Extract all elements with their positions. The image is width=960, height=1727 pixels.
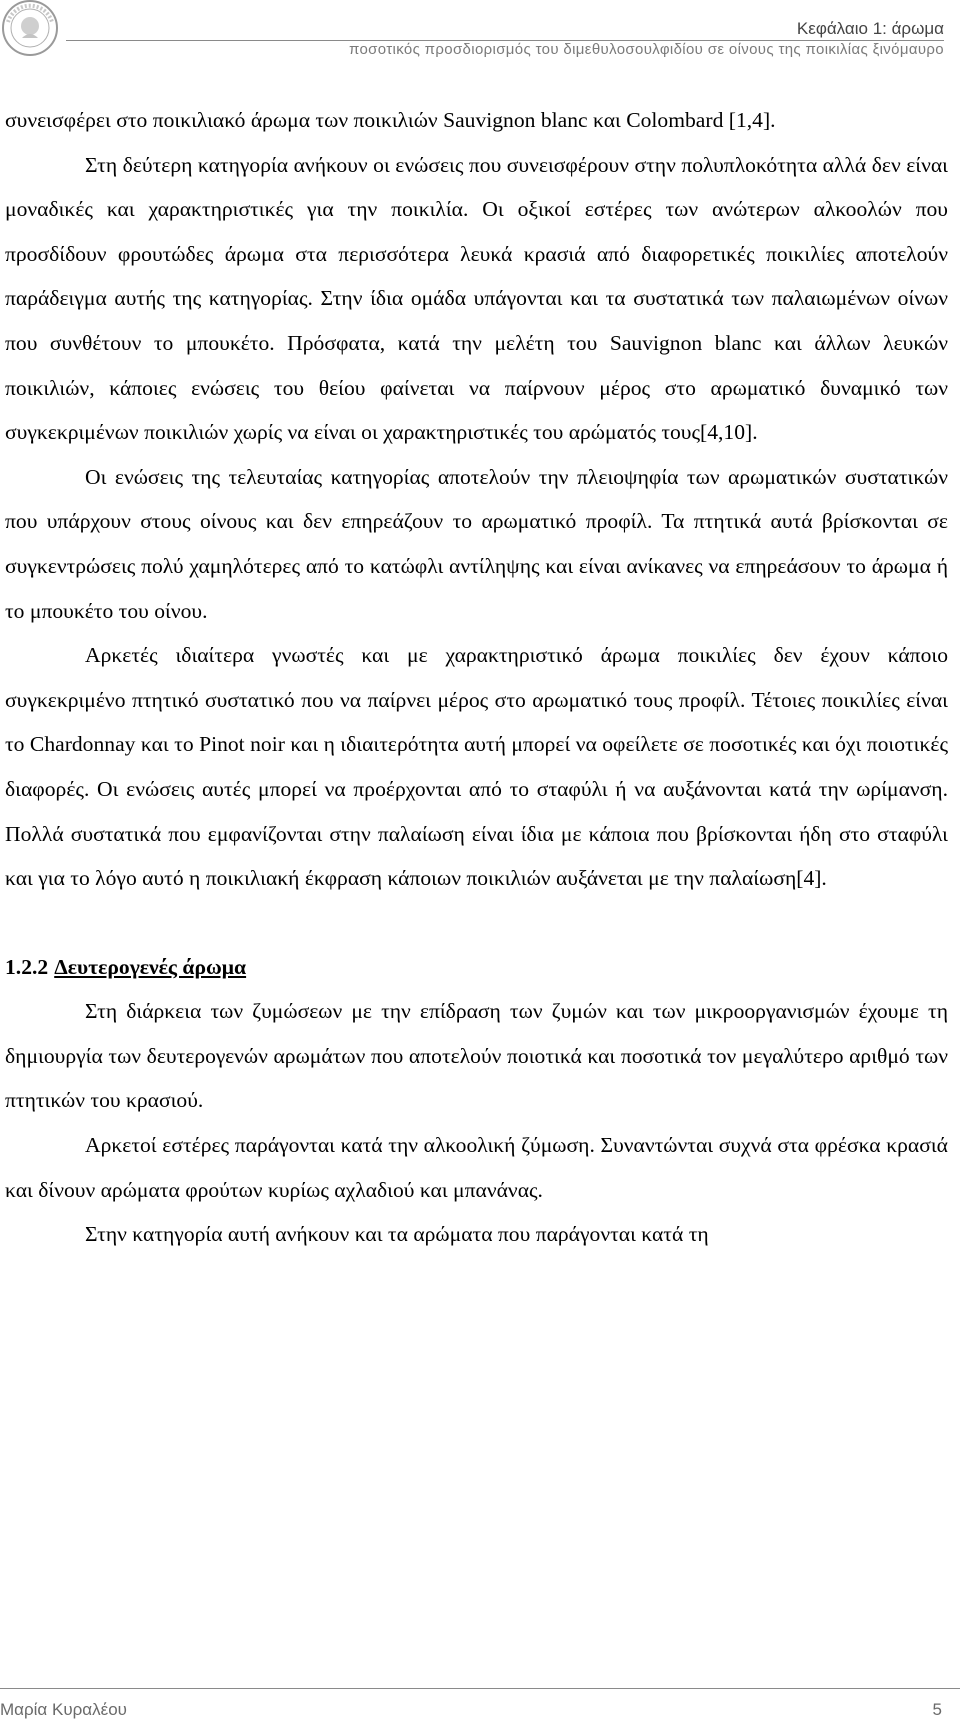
paragraph-varieties: Αρκετές ιδιαίτερα γνωστές και με χαρακτηριστικό άρωμα ποικιλίες δεν έχουν κάποιο συγκεκριμένο πτητικό συστατικό που να παίρνει μέρος στο αρωματικό τους προφίλ. Τέτοιες ποικιλίες είναι το Chardonnay και το Pinot noir και η ιδιαιτερότητα αυτή μπορεί να οφείλετε σε ποσοτικές και όχι ποιοτικές διαφορές. Οι ενώσεις αυτές μπορεί να προέρχονται από το σταφύλι ή να αυξάνονται κατά την ωρίμανση. Πολλά συστατικά που εμφανίζονται στην παλαίωση είναι ίδια με κάποια που βρίσκονται ήδη στο σταφύλι και για το λόγο αυτό η ποικιλιακή έκφραση κάποιων ποικιλιών αυξάνεται με την παλαίωση[4]. <box>5 643 948 891</box>
university-seal-logo <box>0 0 64 64</box>
page-header <box>0 0 960 64</box>
chapter-title: Κεφάλαιο 1: άρωμα <box>796 19 944 38</box>
paragraph-category-aromas: Στην κατηγορία αυτή ανήκουν και τα αρώματα που παράγονται κατά τη <box>85 1222 709 1247</box>
page-footer <box>0 1688 960 1727</box>
paragraph-continuation: συνεισφέρει στο ποικιλιακό άρωμα των ποικιλιών Sauvignon blanc και Colombard [1,4]. <box>5 108 776 132</box>
section-heading <box>5 945 948 990</box>
author-name: Μαρία Κυραλέου <box>0 1700 127 1719</box>
paragraph-fermentation: Στη διάρκεια των ζυμώσεων με την επίδραση των ζυμών και των μικροοργανισμών έχουμε τη δημιουργία των δευτερογενών αρωμάτων που αποτελούν ποιοτικά και ποσοτικά τον μεγαλύτερο αριθμό των πτητικών του κρασιού. <box>5 999 948 1113</box>
footer-divider <box>0 1688 960 1689</box>
section-number: 1.2.2 <box>5 954 49 979</box>
header-subtitle: ποσοτικός προσδιορισμός του διμεθυλοσουλφιδίου σε οίνους της ποικιλίας ξινόμαυρο <box>349 41 944 58</box>
paragraph-last-category: Οι ενώσεις της τελευταίας κατηγορίας αποτελούν την πλειοψηφία των αρωματικών συστατικών που υπάρχουν στους οίνους και δεν επηρεάζουν το αρωματικό προφίλ. Τα πτητικά αυτά βρίσκονται σε συγκεντρώσεις πολύ χαμηλότερες από το κατώφλι αντίληψης και είναι ανίκανες να επηρεάσουν το άρωμα ή το μπουκέτο του οίνου. <box>5 464 948 623</box>
page-number: 5 <box>932 1700 942 1719</box>
paragraph-esters: Αρκετοί εστέρες παράγονται κατά την αλκοολική ζύμωση. Συναντώνται συχνά στα φρέσκα κρασιά και δίνουν αρώματα φρούτων κυρίως αχλαδιού και μπανάνας. <box>5 1133 948 1202</box>
document-body <box>5 98 948 1257</box>
section-title: Δευτερογενές άρωμα <box>54 954 247 979</box>
paragraph-second-category: Στη δεύτερη κατηγορία ανήκουν οι ενώσεις που συνεισφέρουν στην πολυπλοκότητα αλλά δεν είναι μοναδικές και χαρακτηριστικές για την ποικιλία. Οι οξικοί εστέρες των ανώτερων αλκοολών που προσδίδουν φρουτώδες άρωμα στα περισσότερα λευκά κρασιά από διαφορετικές ποικιλίες αποτελούν παράδειγμα αυτής της κατηγορίας. Στην ίδια ομάδα υπάγονται και τα συστατικά των παλαιωμένων οίνων που συνθέτουν το μπουκέτο. Πρόσφατα, κατά την μελέτη του Sauvignon blanc και άλλων λευκών ποικιλιών, κάποιες ενώσεις του θείου φαίνεται να παίρνουν μέρος στο αρωματικό δυναμικό των συγκεκριμένων ποικιλιών χωρίς να είναι οι χαρακτηριστικές του αρώματός τους[4,10]. <box>5 152 948 445</box>
